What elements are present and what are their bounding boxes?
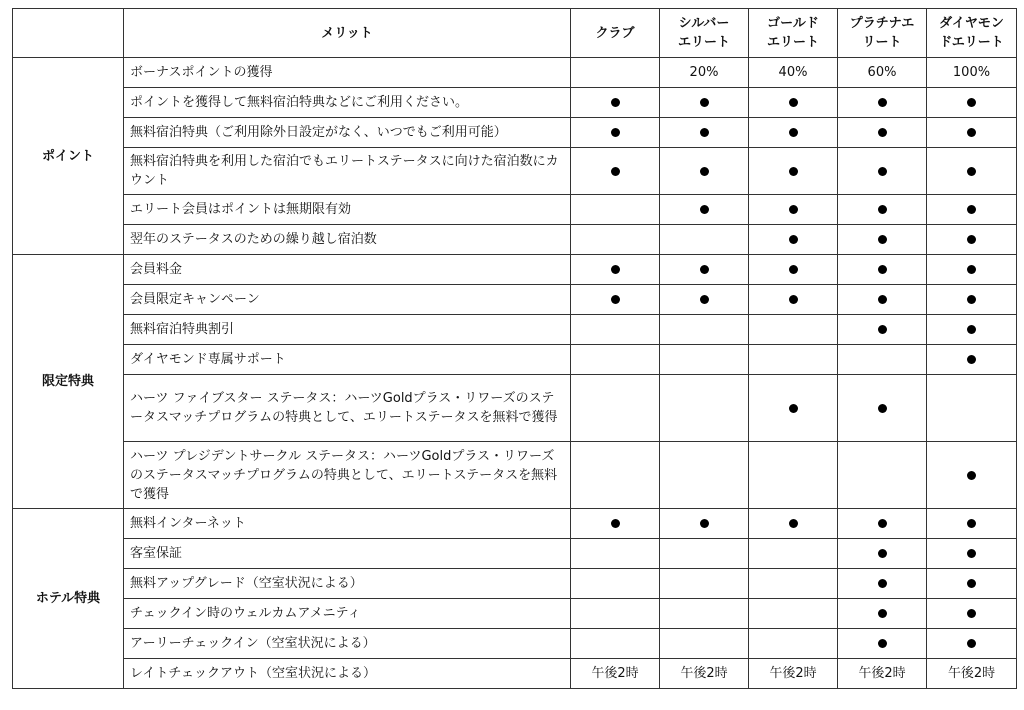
tier-value-cell: [571, 539, 660, 569]
tier-value-cell: [838, 255, 927, 285]
tier-value-cell: [571, 195, 660, 225]
benefit-cell: ハーツ プレジデントサークル ステータス：ハーツGoldプラス・リワーズのステータスマッチプログラムの特典として、エリートステータスを無料で獲得: [124, 442, 571, 509]
tier-value-cell: [927, 225, 1017, 255]
tier-value-cell: 40%: [749, 58, 838, 88]
tier-value-cell: [927, 569, 1017, 599]
benefit-cell: 無料宿泊特典割引: [124, 315, 571, 345]
tier-value-cell: [838, 315, 927, 345]
benefit-cell: 無料アップグレード（空室状況による）: [124, 569, 571, 599]
included-dot-icon: [878, 128, 887, 137]
included-dot-icon: [967, 519, 976, 528]
tier-value-cell: [660, 569, 749, 599]
tier-value-cell: [571, 599, 660, 629]
tier-value-cell: [571, 569, 660, 599]
tier-value-cell: [927, 118, 1017, 148]
included-dot-icon: [789, 205, 798, 214]
tier-value-cell: [838, 442, 927, 509]
benefit-cell: ハーツ ファイブスター ステータス：ハーツGoldプラス・リワーズのステータスマッチプログラムの特典として、エリートステータスを無料で獲得: [124, 375, 571, 442]
tier-value-cell: [660, 195, 749, 225]
benefit-cell: 会員限定キャンペーン: [124, 285, 571, 315]
tier-value-cell: [749, 345, 838, 375]
tier-value-cell: [749, 315, 838, 345]
table-row: [13, 255, 1017, 285]
tier-value-cell: [749, 148, 838, 195]
header-tier-line: クラブ: [595, 25, 635, 41]
benefit-cell: ポイントを獲得して無料宿泊特典などにご利用ください。: [124, 88, 571, 118]
table-row: [13, 285, 1017, 315]
included-dot-icon: [967, 549, 976, 558]
tier-value-cell: [660, 442, 749, 509]
header-tier-club: [571, 9, 660, 58]
included-dot-icon: [878, 579, 887, 588]
included-dot-icon: [789, 404, 798, 413]
included-dot-icon: [611, 167, 620, 176]
tier-value-cell: [927, 375, 1017, 442]
tier-value-cell: [749, 375, 838, 442]
tier-value-cell: [660, 88, 749, 118]
included-dot-icon: [967, 265, 976, 274]
tier-value-cell: [571, 345, 660, 375]
included-dot-icon: [967, 325, 976, 334]
included-dot-icon: [878, 167, 887, 176]
included-dot-icon: [967, 355, 976, 364]
included-dot-icon: [789, 265, 798, 274]
tier-value-cell: [838, 195, 927, 225]
included-dot-icon: [878, 609, 887, 618]
tier-value-cell: 60%: [838, 58, 927, 88]
included-dot-icon: [700, 128, 709, 137]
included-dot-icon: [967, 639, 976, 648]
tier-value-cell: 午後2時: [927, 659, 1017, 689]
tier-value-cell: [838, 569, 927, 599]
included-dot-icon: [967, 295, 976, 304]
tier-value-cell: [927, 285, 1017, 315]
tier-value-cell: [660, 375, 749, 442]
included-dot-icon: [611, 295, 620, 304]
benefit-cell: 会員料金: [124, 255, 571, 285]
tier-value-cell: [927, 539, 1017, 569]
header-tier-diamond: [927, 9, 1017, 58]
tier-value-cell: [749, 195, 838, 225]
header-tier-line: ダイヤモン: [939, 16, 1004, 31]
table-body: [13, 58, 1017, 689]
tier-value-cell: [660, 509, 749, 539]
included-dot-icon: [789, 98, 798, 107]
included-dot-icon: [878, 295, 887, 304]
included-dot-icon: [878, 205, 887, 214]
header-row: [13, 9, 1017, 58]
included-dot-icon: [967, 205, 976, 214]
included-dot-icon: [700, 167, 709, 176]
tier-value-cell: [927, 195, 1017, 225]
tier-value-cell: [838, 118, 927, 148]
included-dot-icon: [789, 128, 798, 137]
header-benefit: メリット: [124, 9, 571, 58]
tier-value-cell: 午後2時: [838, 659, 927, 689]
included-dot-icon: [789, 519, 798, 528]
benefits-table-container: [12, 8, 1016, 689]
tier-value-cell: [660, 255, 749, 285]
tier-value-cell: [749, 225, 838, 255]
tier-value-cell: 午後2時: [571, 659, 660, 689]
included-dot-icon: [967, 235, 976, 244]
included-dot-icon: [700, 295, 709, 304]
tier-value-cell: [749, 629, 838, 659]
tier-value-cell: [749, 509, 838, 539]
included-dot-icon: [878, 98, 887, 107]
tier-value-cell: [838, 148, 927, 195]
table-row: [13, 315, 1017, 345]
tier-value-cell: [838, 225, 927, 255]
table-row: [13, 195, 1017, 225]
benefits-table: [12, 8, 1017, 689]
included-dot-icon: [878, 519, 887, 528]
tier-value-cell: [660, 225, 749, 255]
benefit-cell: 無料宿泊特典を利用した宿泊でもエリートステータスに向けた宿泊数にカウント: [124, 148, 571, 195]
tier-value-cell: [660, 345, 749, 375]
tier-value-cell: [838, 509, 927, 539]
tier-value-cell: [660, 315, 749, 345]
header-tier-line: エリート: [766, 35, 819, 50]
tier-value-cell: [660, 118, 749, 148]
table-row: [13, 88, 1017, 118]
table-row: [13, 58, 1017, 88]
header-tier-line: シルバー: [678, 16, 730, 31]
tier-value-cell: 午後2時: [749, 659, 838, 689]
tier-value-cell: [571, 118, 660, 148]
table-row: [13, 539, 1017, 569]
included-dot-icon: [878, 325, 887, 334]
benefit-cell: 客室保証: [124, 539, 571, 569]
tier-value-cell: [838, 375, 927, 442]
tier-value-cell: 午後2時: [660, 659, 749, 689]
included-dot-icon: [611, 128, 620, 137]
tier-value-cell: [571, 629, 660, 659]
tier-value-cell: [927, 629, 1017, 659]
included-dot-icon: [700, 265, 709, 274]
header-tier-silver: [660, 9, 749, 58]
benefit-cell: アーリーチェックイン（空室状況による）: [124, 629, 571, 659]
included-dot-icon: [700, 519, 709, 528]
tier-value-cell: 100%: [927, 58, 1017, 88]
tier-value-cell: [660, 599, 749, 629]
included-dot-icon: [878, 404, 887, 413]
included-dot-icon: [967, 471, 976, 480]
included-dot-icon: [789, 295, 798, 304]
table-row: [13, 509, 1017, 539]
tier-value-cell: [571, 88, 660, 118]
table-row: [13, 569, 1017, 599]
table-row: [13, 225, 1017, 255]
included-dot-icon: [611, 265, 620, 274]
tier-value-cell: [927, 599, 1017, 629]
included-dot-icon: [878, 235, 887, 244]
included-dot-icon: [611, 519, 620, 528]
tier-value-cell: [749, 539, 838, 569]
table-row: [13, 659, 1017, 689]
tier-value-cell: [571, 58, 660, 88]
tier-value-cell: [927, 345, 1017, 375]
tier-value-cell: [838, 345, 927, 375]
tier-value-cell: [660, 148, 749, 195]
header-tier-gold: [749, 9, 838, 58]
included-dot-icon: [967, 609, 976, 618]
included-dot-icon: [700, 98, 709, 107]
header-tier-line: ゴールド: [767, 16, 819, 31]
included-dot-icon: [789, 167, 798, 176]
tier-value-cell: [749, 569, 838, 599]
header-tier-line: プラチナエ: [849, 16, 915, 31]
benefit-cell: 翌年のステータスのための繰り越し宿泊数: [124, 225, 571, 255]
tier-value-cell: [660, 285, 749, 315]
tier-value-cell: [749, 285, 838, 315]
header-tier-line: エリート: [677, 35, 730, 50]
tier-value-cell: [838, 599, 927, 629]
table-row: [13, 118, 1017, 148]
tier-value-cell: [660, 629, 749, 659]
tier-value-cell: 20%: [660, 58, 749, 88]
benefit-cell: ダイヤモンド専属サポート: [124, 345, 571, 375]
header-tier-platinum: [838, 9, 927, 58]
tier-value-cell: [927, 509, 1017, 539]
tier-value-cell: [749, 442, 838, 509]
benefit-cell: 無料インターネット: [124, 509, 571, 539]
benefit-cell: エリート会員はポイントは無期限有効: [124, 195, 571, 225]
tier-value-cell: [749, 118, 838, 148]
tier-value-cell: [749, 88, 838, 118]
included-dot-icon: [878, 265, 887, 274]
included-dot-icon: [611, 98, 620, 107]
table-row: [13, 148, 1017, 195]
table-row: [13, 629, 1017, 659]
table-row: [13, 599, 1017, 629]
included-dot-icon: [967, 167, 976, 176]
benefit-cell: 無料宿泊特典（ご利用除外日設定がなく、いつでもご利用可能）: [124, 118, 571, 148]
category-cell: ホテル特典: [13, 509, 124, 689]
tier-value-cell: [749, 255, 838, 285]
included-dot-icon: [878, 549, 887, 558]
header-tier-line: リート: [862, 35, 902, 50]
included-dot-icon: [789, 235, 798, 244]
included-dot-icon: [967, 128, 976, 137]
tier-value-cell: [571, 285, 660, 315]
tier-value-cell: [927, 88, 1017, 118]
table-row: [13, 345, 1017, 375]
tier-value-cell: [927, 148, 1017, 195]
tier-value-cell: [571, 375, 660, 442]
tier-value-cell: [927, 255, 1017, 285]
tier-value-cell: [838, 629, 927, 659]
tier-value-cell: [571, 225, 660, 255]
tier-value-cell: [927, 315, 1017, 345]
tier-value-cell: [838, 539, 927, 569]
included-dot-icon: [967, 579, 976, 588]
table-row: [13, 442, 1017, 509]
tier-value-cell: [838, 88, 927, 118]
tier-value-cell: [660, 539, 749, 569]
tier-value-cell: [571, 442, 660, 509]
tier-value-cell: [571, 315, 660, 345]
included-dot-icon: [967, 98, 976, 107]
category-cell: ポイント: [13, 58, 124, 255]
benefit-cell: ボーナスポイントの獲得: [124, 58, 571, 88]
tier-value-cell: [838, 285, 927, 315]
tier-value-cell: [571, 509, 660, 539]
tier-value-cell: [749, 599, 838, 629]
tier-value-cell: [571, 148, 660, 195]
header-tier-line: ドエリート: [939, 35, 1004, 50]
included-dot-icon: [700, 205, 709, 214]
tier-value-cell: [927, 442, 1017, 509]
tier-value-cell: [571, 255, 660, 285]
included-dot-icon: [878, 639, 887, 648]
table-row: [13, 375, 1017, 442]
category-cell: 限定特典: [13, 255, 124, 509]
header-corner-cell: [13, 9, 124, 58]
benefit-cell: チェックイン時のウェルカムアメニティ: [124, 599, 571, 629]
benefit-cell: レイトチェックアウト（空室状況による）: [124, 659, 571, 689]
